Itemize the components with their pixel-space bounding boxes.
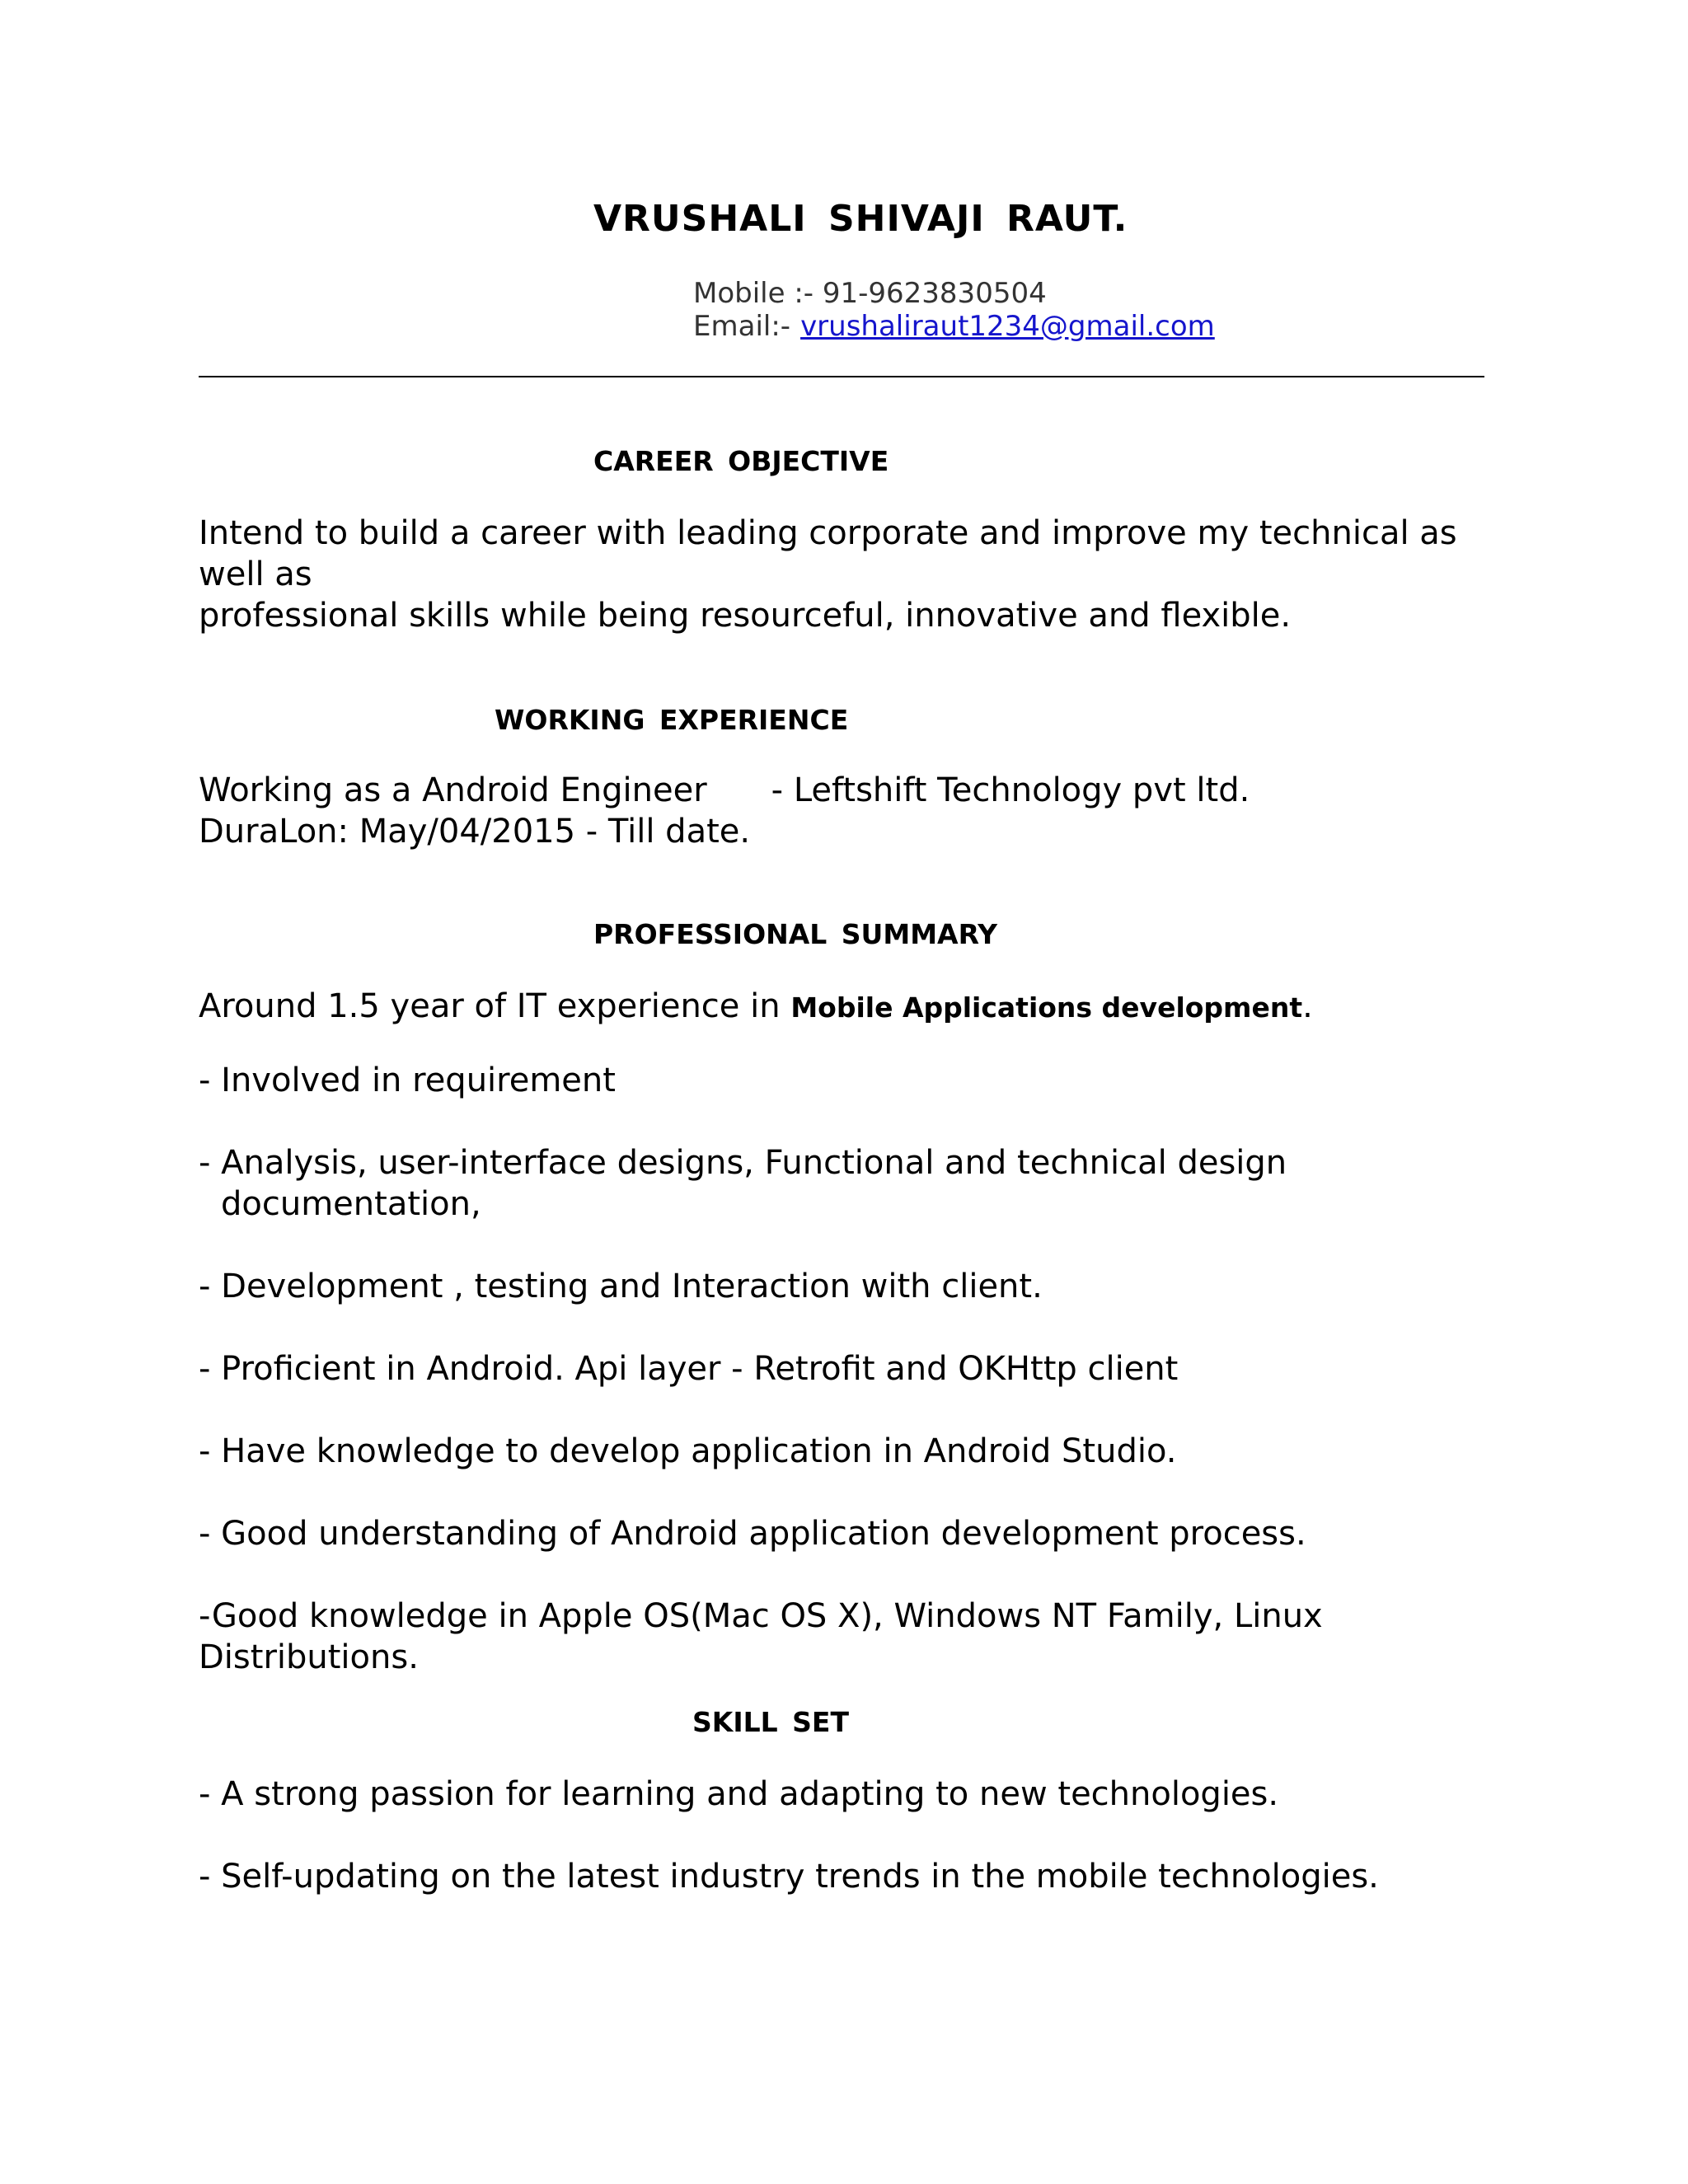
experience-role-line <box>199 770 1250 811</box>
career-objective-line-2: well as <box>199 555 312 593</box>
summary-intro <box>199 986 1313 1029</box>
summary-item-continuation: documentation, <box>221 1185 481 1223</box>
summary-item: - Analysis, user-interface designs, Functional and technical design <box>199 1144 1287 1182</box>
professional-summary-heading: PROFESSIONAL SUMMARY <box>593 918 998 950</box>
career-objective-heading: CAREER OBJECTIVE <box>593 445 889 477</box>
working-experience-heading: WORKING EXPERIENCE <box>495 704 849 736</box>
summary-intro-text: Around 1.5 year of IT experience in <box>199 987 791 1025</box>
experience-role: Working as a Android Engineer <box>199 771 707 809</box>
header-divider <box>199 376 1484 377</box>
email-label: Email:- <box>693 310 791 343</box>
summary-item-continuation: Distributions. <box>199 1638 419 1676</box>
career-objective-line-1: Intend to build a career with leading corporate and improve my technical as <box>199 514 1457 552</box>
summary-intro-highlight: Mobile Applications development <box>790 991 1303 1024</box>
mobile-number: Mobile :- 91-9623830504 <box>693 277 1047 310</box>
candidate-name: VRUSHALI SHIVAJI RAUT. <box>593 198 1128 240</box>
summary-item: - Good understanding of Android application development process. <box>199 1515 1306 1553</box>
skill-item: - Self-updating on the latest industry trends in the mobile technologies. <box>199 1858 1379 1896</box>
skill-item: - A strong passion for learning and adapting to new technologies. <box>199 1775 1279 1813</box>
summary-item: - Development , testing and Interaction with client. <box>199 1268 1043 1305</box>
summary-item: - Have knowledge to develop application in Android Studio. <box>199 1432 1177 1470</box>
experience-duration: DuraLon: May/04/2015 - Till date. <box>199 813 751 851</box>
career-objective-line-3: professional skills while being resourceful, innovative and flexible. <box>199 597 1292 635</box>
summary-item: - Involved in requirement <box>199 1062 616 1099</box>
experience-company: - Leftshift Technology pvt ltd. <box>771 771 1250 809</box>
email-line <box>693 310 1215 343</box>
skill-set-heading: SKILL SET <box>692 1706 849 1738</box>
summary-item: - Proficient in Android. Api layer - Retrofit and OKHttp client <box>199 1350 1179 1388</box>
email-link[interactable]: vrushaliraut1234@gmail.com <box>800 310 1215 343</box>
summary-item: -Good knowledge in Apple OS(Mac OS X), Windows NT Family, Linux <box>199 1597 1323 1635</box>
summary-intro-end: . <box>1302 987 1313 1025</box>
